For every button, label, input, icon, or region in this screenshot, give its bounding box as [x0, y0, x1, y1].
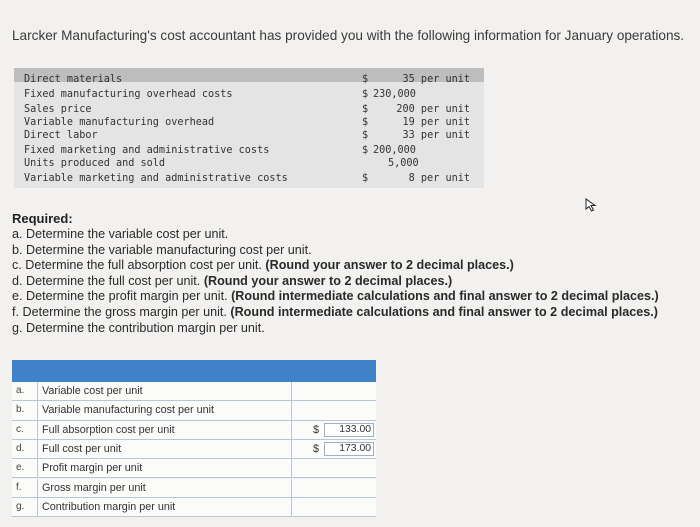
info-row-value: 35 per unit — [402, 74, 470, 85]
requirement-text: b. Determine the variable manufacturing cost per unit. — [12, 242, 312, 257]
info-row-value: 19 per unit — [402, 117, 470, 128]
requirement-item — [12, 305, 700, 321]
row-letter: a. — [12, 382, 38, 400]
requirement-rounding-note: (Round intermediate calculations and final answer to 2 decimal places.) — [231, 289, 659, 304]
requirement-item — [12, 227, 700, 243]
requirement-rounding-note: (Round your answer to 2 decimal places.) — [203, 273, 453, 288]
table-row — [12, 421, 376, 440]
info-row-currency: $ — [362, 74, 369, 85]
required-title: Required: — [12, 211, 73, 226]
row-currency — [293, 382, 323, 400]
row-currency: $ — [312, 423, 319, 436]
info-row-currency: $ — [362, 89, 369, 100]
info-row — [14, 129, 484, 142]
full-cost-input[interactable]: 173.00 — [324, 442, 374, 456]
info-row-currency: $ — [362, 117, 369, 128]
answer-table-header — [12, 360, 376, 382]
info-row — [14, 116, 484, 129]
requirement-text: g. Determine the contribution margin per unit. — [12, 320, 265, 335]
required-section — [12, 211, 700, 336]
problem-heading: Larcker Manufacturing's cost accountant has provided you with the following information for January operations. — [12, 28, 685, 43]
row-label: Contribution margin per unit — [39, 498, 292, 516]
info-row — [14, 172, 484, 185]
row-label: Full cost per unit — [39, 440, 292, 458]
row-currency — [293, 401, 323, 419]
requirement-item — [12, 274, 700, 290]
row-letter: e. — [12, 459, 38, 477]
info-row-label: Units produced and sold — [24, 158, 166, 169]
info-row-label: Direct labor — [24, 130, 98, 141]
row-currency — [293, 459, 323, 477]
table-row — [12, 498, 376, 517]
info-row-value: 200 per unit — [396, 104, 470, 115]
requirement-text: c. Determine the full absorption cost per unit. — [12, 258, 262, 273]
info-row-currency: $ — [362, 173, 369, 184]
info-row — [14, 88, 484, 101]
row-letter: g. — [12, 498, 38, 516]
requirement-item — [12, 321, 700, 337]
requirement-text: a. Determine the variable cost per unit. — [12, 227, 229, 241]
table-row — [12, 479, 376, 498]
info-row — [14, 103, 484, 116]
info-row-currency: $ — [362, 130, 369, 141]
info-row-currency: $ — [362, 104, 369, 115]
answer-table — [12, 360, 376, 516]
info-row-label: Sales price — [24, 104, 92, 115]
requirement-item — [12, 258, 700, 274]
info-row-value: 33 per unit — [402, 130, 470, 141]
table-row — [12, 401, 376, 420]
info-row-label: Fixed marketing and administrative costs — [24, 145, 270, 156]
requirement-text: e. Determine the profit margin per unit. — [12, 289, 228, 304]
full-absorption-cost-input[interactable]: 133.00 — [324, 423, 374, 437]
requirement-item — [12, 243, 700, 259]
info-row-label: Variable manufacturing overhead — [24, 117, 215, 128]
info-row-label: Variable marketing and administrative costs — [24, 173, 288, 184]
info-row-value: 200,000 — [373, 145, 416, 156]
info-row-value: 230,000 — [373, 89, 416, 100]
row-letter: f. — [12, 479, 38, 497]
row-label: Profit margin per unit — [39, 459, 292, 477]
mouse-cursor-icon — [585, 198, 597, 212]
row-label: Variable cost per unit — [39, 382, 292, 400]
row-currency: $ — [312, 442, 319, 455]
row-letter: d. — [12, 440, 38, 458]
requirement-item — [12, 289, 700, 305]
given-data-table — [14, 68, 484, 188]
requirement-text: d. Determine the full cost per unit. — [12, 273, 201, 288]
row-label: Variable manufacturing cost per unit — [39, 401, 292, 419]
row-label: Gross margin per unit — [39, 479, 292, 497]
table-row — [12, 440, 376, 459]
info-row-label: Fixed manufacturing overhead costs — [24, 89, 233, 100]
row-letter: b. — [12, 401, 38, 419]
info-row-label: Direct materials — [24, 74, 123, 85]
info-row — [14, 73, 484, 86]
table-row — [12, 459, 376, 478]
table-row — [12, 382, 376, 401]
info-row-currency: $ — [362, 145, 369, 156]
info-row — [14, 157, 484, 170]
info-row — [14, 144, 484, 157]
requirement-text: f. Determine the gross margin per unit. — [12, 304, 227, 319]
row-currency — [293, 498, 323, 516]
row-label: Full absorption cost per unit — [39, 421, 292, 439]
info-row-value: 5,000 — [388, 158, 419, 169]
info-row-value: 8 per unit — [408, 173, 470, 184]
row-currency — [293, 479, 323, 497]
requirement-rounding-note: (Round intermediate calculations and final answer to 2 decimal places.) — [230, 304, 658, 319]
row-letter: c. — [12, 421, 38, 439]
requirement-rounding-note: (Round your answer to 2 decimal places.) — [265, 258, 514, 273]
